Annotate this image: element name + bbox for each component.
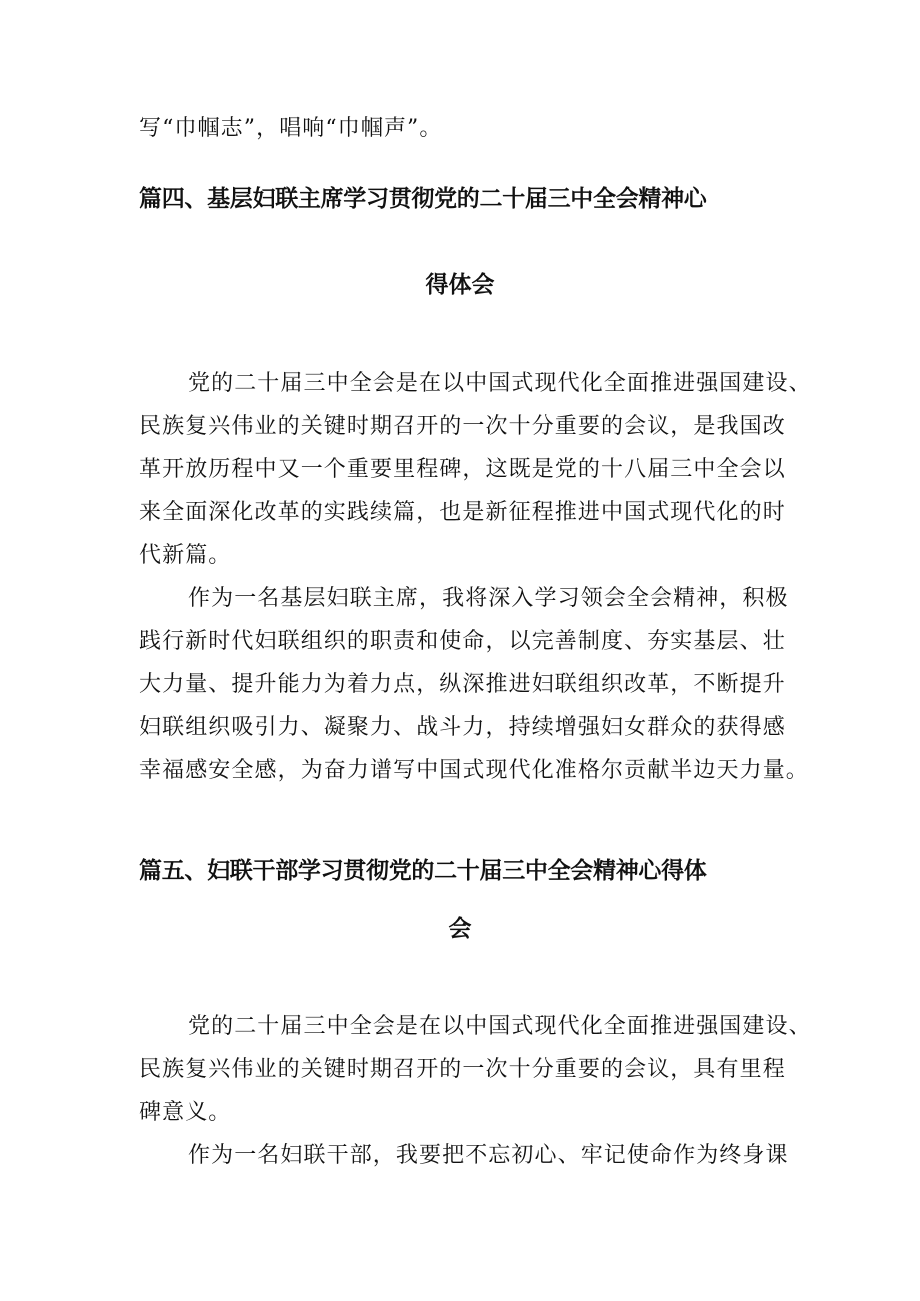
section4-title-line2: 得体会 bbox=[425, 272, 495, 298]
intro-closing-line: 写“巾帼志”，唱响“巾帼声”。 bbox=[139, 116, 443, 141]
section4-p1-line3: 革开放历程中又一个重要里程碑，这既是党的十八届三中全会以 bbox=[139, 457, 786, 482]
section4-p1-line5: 代新篇。 bbox=[139, 543, 232, 568]
section4-p2-line2: 践行新时代妇联组织的职责和使命，以完善制度、夯实基层、壮 bbox=[139, 629, 786, 654]
section4-title-line1: 篇四、基层妇联主席学习贯彻党的二十届三中全会精神心 bbox=[139, 186, 707, 212]
section5-p2-line1: 作为一名妇联干部，我要把不忘初心、牢记使命作为终身课 bbox=[188, 1143, 789, 1168]
section4-p2-line3: 大力量、提升能力为着力点，纵深推进妇联组织改革，不断提升 bbox=[139, 672, 786, 697]
section4-p2-line5: 幸福感安全感，为奋力谱写中国式现代化准格尔贡献半边天力量。 bbox=[139, 758, 809, 783]
section4-p1-line1: 党的二十届三中全会是在以中国式现代化全面推进强国建设、 bbox=[188, 371, 812, 396]
section4-p1-line2: 民族复兴伟业的关键时期召开的一次十分重要的会议，是我国改 bbox=[139, 414, 786, 439]
section5-p1-line1: 党的二十届三中全会是在以中国式现代化全面推进强国建设、 bbox=[188, 1014, 812, 1039]
section4-p1-line4: 来全面深化改革的实践续篇，也是新征程推进中国式现代化的时 bbox=[139, 500, 786, 525]
section5-p1-line3: 碑意义。 bbox=[139, 1100, 232, 1125]
section4-p2-line4: 妇联组织吸引力、凝聚力、战斗力，持续增强妇女群众的获得感 bbox=[139, 715, 786, 740]
section5-title-line2: 会 bbox=[448, 916, 472, 942]
section5-p1-line2: 民族复兴伟业的关键时期召开的一次十分重要的会议，具有里程 bbox=[139, 1057, 786, 1082]
section4-p2-line1: 作为一名基层妇联主席，我将深入学习领会全会精神，积极 bbox=[188, 586, 789, 611]
section5-title-line1: 篇五、妇联干部学习贯彻党的二十届三中全会精神心得体 bbox=[139, 858, 707, 884]
